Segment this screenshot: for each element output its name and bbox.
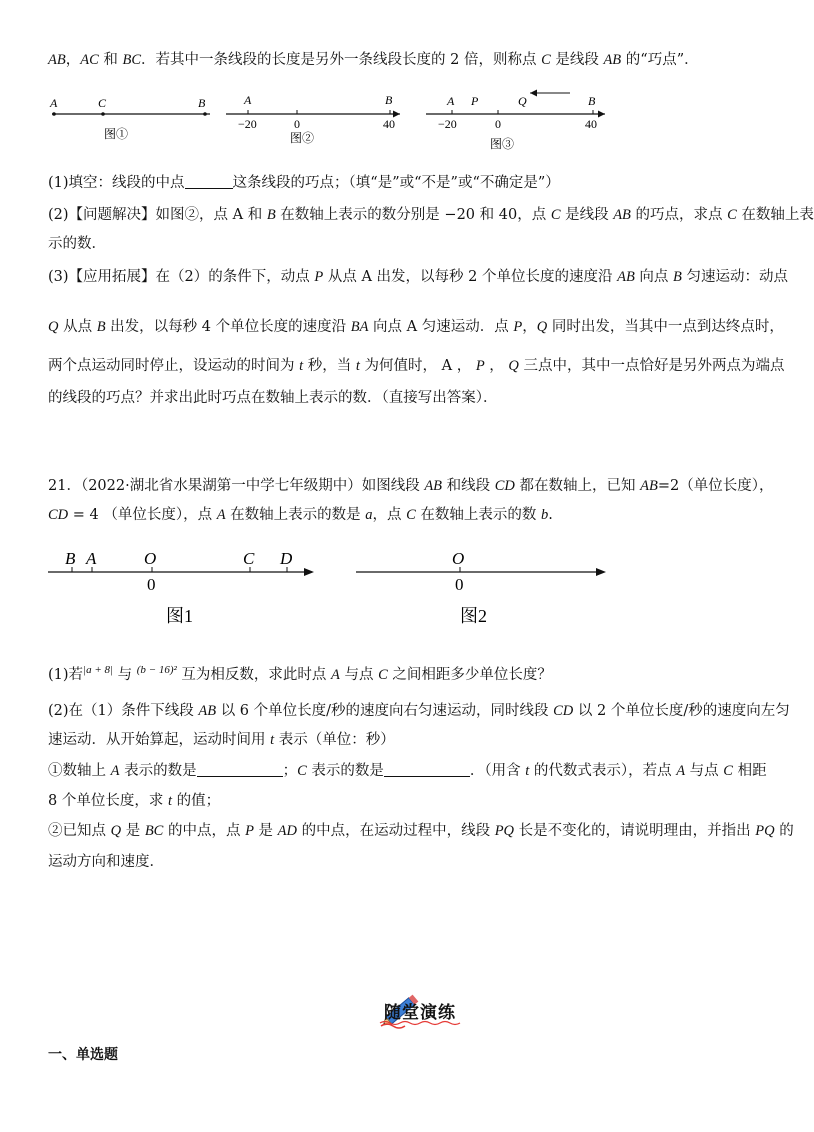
practice-title-underline [380,1020,465,1026]
p21-fig1-label-b: B [65,549,76,568]
problem-21-sub2-line1: ②已知点 Q 是 BC 的中点，点 P 是 AD 的中点，在运动过程中，线段 PQ 长是不变化的，请说明理由，并指出 PQ 的 [48,823,794,839]
question-3-line4: 的线段的巧点？并求出此时巧点在数轴上表示的数．（直接写出答案）． [48,390,498,406]
fig1-label-c: C [98,96,107,110]
intro-line: AB，AC 和 BC．若其中一条线段的长度是另外一条线段长度的 2 倍，则称点 C 是线段 AB 的“巧点”． [48,52,699,68]
fig3-label-b: B [588,94,596,108]
answer-blank-a [197,762,283,777]
figure-2 [226,93,400,145]
section-heading: 一、单选题 [48,1047,118,1063]
question-1: (1)填空：线段的中点 这条线段的巧点；（填“是”或“不是”或“不确定是”） [48,175,560,191]
fig2-caption: 图② [290,131,315,145]
p21-fig2-zero: 0 [455,575,464,594]
p21-fig2-arrow [596,568,606,576]
fig3-tick-label-40: 40 [585,117,597,131]
p21-fig1-label-c: C [243,549,255,568]
problem-21-line2: CD = 4 （单位长度），点 A 在数轴上表示的数是 a，点 C 在数轴上表示的数 b. [48,507,553,523]
fig1-point-c [101,112,105,116]
problem-21-part2-line2: 速运动．从开始算起，运动时间用 t 表示（单位：秒） [48,732,395,748]
p21-figure-2 [356,549,606,626]
answer-blank [185,174,233,189]
fig3-arrow [598,111,605,118]
fig2-tick-label-0: 0 [294,117,300,131]
p21-figure-1 [48,549,314,626]
fig2-tick-label-neg20: −20 [238,117,257,131]
problem-21-line1: 21．（2022·湖北省水果湖第一中学七年级期中）如图线段 AB 和线段 CD 都在数轴上，已知 AB=2（单位长度）， [48,478,774,494]
number-line-figures [40,88,620,156]
fig3-tick-label-0: 0 [495,117,501,131]
problem-21-sub1-line1: ①数轴上 A 表示的数是 ；C 表示的数是 ．（用含 t 的代数式表示），若点 A 与点 C 相距 [48,763,767,779]
question-3-line3: 两个点运动同时停止，设运动的时间为 t 秒，当 t 为何值时， A ， P ， Q 三点中，其中一点恰好是另外两点为端点 [48,358,785,374]
p21-fig2-label-o: O [452,549,465,568]
fig1-caption: 图① [104,127,129,141]
fig2-label-a: A [244,93,252,107]
problem-21-figures [40,540,620,630]
question-3-line2: Q 从点 B 出发，以每秒 4 个单位长度的速度沿 BA 向点 A 匀速运动．点 P，Q 同时出发，当其中一点到达终点时， [48,319,784,335]
p21-fig1-caption: 图1 [166,606,193,626]
answer-blank-c [384,762,470,777]
problem-21-part1: (1)若$^{|a + 8|}$ 与 $^{(b - 16)^2}$ 互为相反数，求此时点 A 与点 C 之间相距多少单位长度？ [48,664,552,683]
problem-21-sub1-line2: 8 个单位长度，求 t 的值； [48,793,221,809]
question-2-line1: (2)【问题解决】如图②，点 A 和 B 在数轴上表示的数分别是 −20 和 40，点 C 是线段 AB 的巧点，求点 C 在数轴上表 [48,207,814,223]
p21-fig1-label-a: A [86,549,97,568]
fig1-label-a: A [50,96,58,110]
practice-title: 随堂演练 [384,1003,456,1023]
problem-21-part2-line1: (2)在（1）条件下线段 AB 以 6 个单位长度/秒的速度向右匀速运动，同时线段 CD 以 2 个单位长度/秒的速度向左匀 [48,703,790,719]
fig2-label-b: B [385,93,393,107]
p21-fig1-label-o: O [144,549,157,568]
p21-fig1-arrow [304,568,314,576]
question-2-line2: 示的数． [48,236,106,252]
figure-3 [426,90,605,152]
fig1-point-b [203,112,207,116]
fig1-label-b: B [198,96,206,110]
fig3-caption: 图③ [490,137,515,151]
fig3-tick-label-neg20: −20 [438,117,457,131]
problem-21-sub2-line2: 运动方向和速度． [48,854,164,870]
p21-fig2-caption: 图2 [460,606,487,626]
figure-1 [49,96,210,141]
fig3-label-p: P [471,94,479,108]
fig3-motion-arrow-icon [530,90,537,97]
p21-fig1-label-d: D [280,549,293,568]
fig3-label-q: Q [518,94,527,108]
fig3-label-a: A [447,94,455,108]
question-3-line1: (3)【应用拓展】在（2）的条件下，动点 P 从点 A 出发，以每秒 2 个单位长度的速度沿 AB 向点 B 匀速运动：动点 [48,269,788,285]
fig1-point-a [52,112,56,116]
fig2-tick-label-40: 40 [383,117,395,131]
p21-fig1-zero: 0 [147,575,156,594]
